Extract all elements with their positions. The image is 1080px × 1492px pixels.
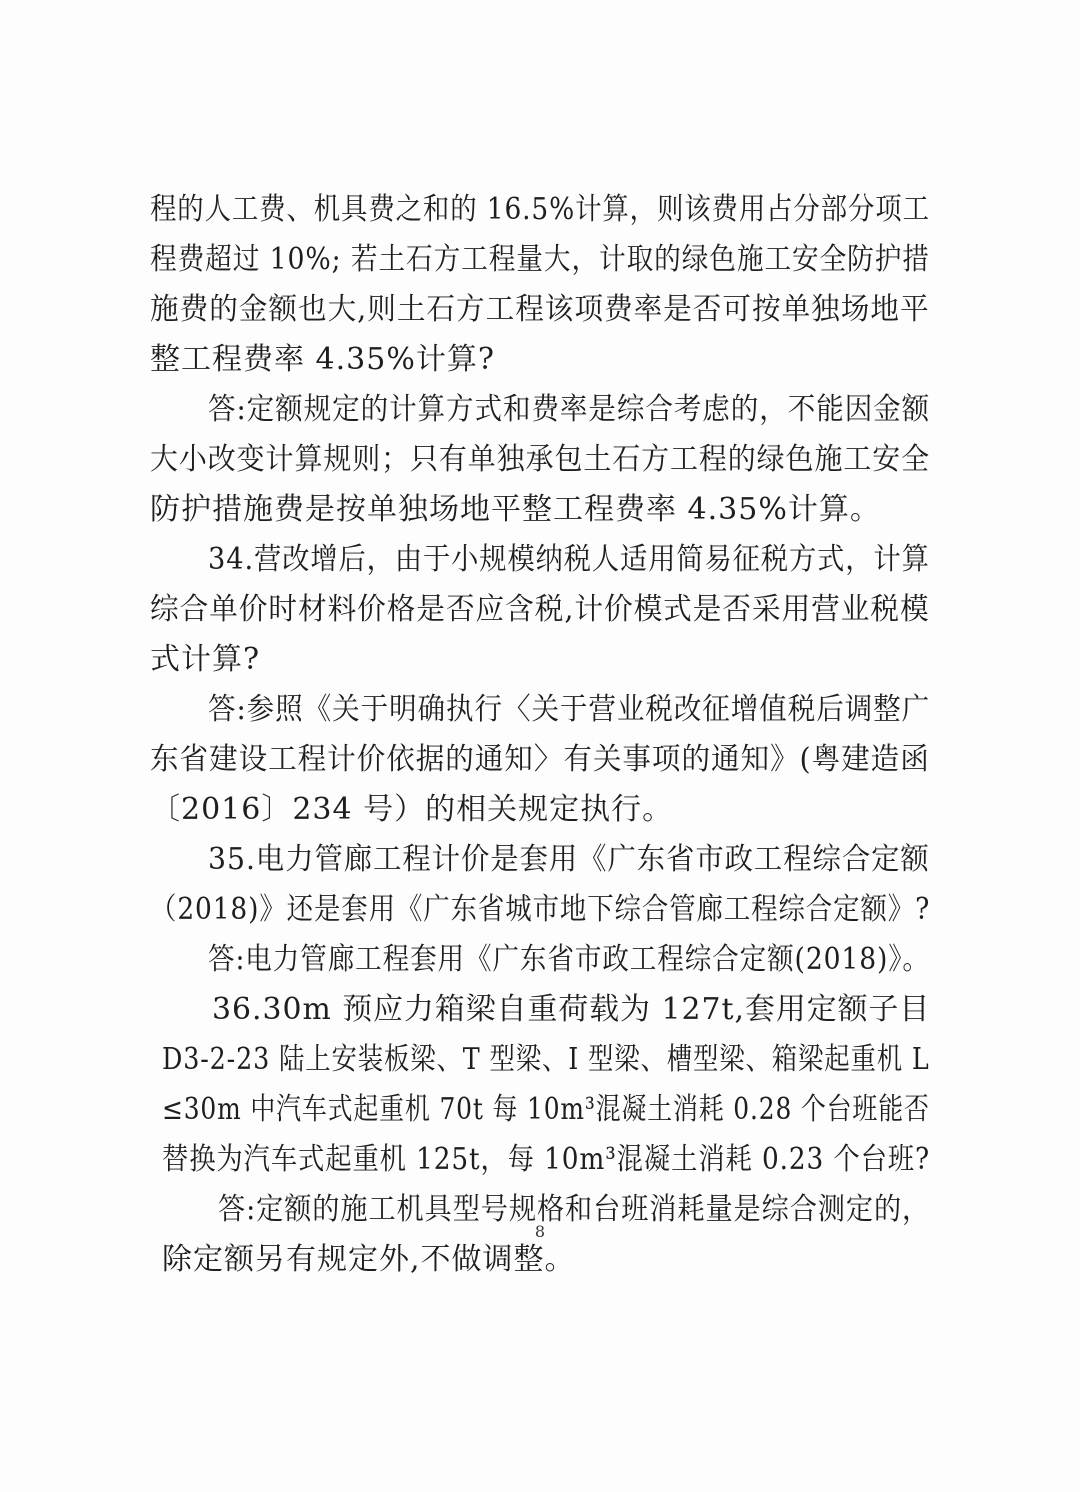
text-line: D3-2-23 陆上安装板梁、T 型梁、I 型梁、槽型梁、箱梁起重机 L <box>162 1042 930 1077</box>
page-number: 8 <box>534 1222 546 1241</box>
text-line: 东省建设工程计价依据的通知〉有关事项的通知》(粤建造函 <box>150 742 930 777</box>
text-line: 施费的金额也大,则土石方工程该项费率是否可按单独场地平 <box>150 292 930 327</box>
text-line: 除定额另有规定外,不做调整。 <box>162 1242 576 1277</box>
text-line: 答:定额规定的计算方式和费率是综合考虑的，不能因金额 <box>208 392 931 427</box>
text-line: 大小改变计算规则；只有单独承包土石方工程的绿色施工安全 <box>150 442 931 477</box>
text-line: 综合单价时材料价格是否应含税,计价模式是否采用营业税模 <box>150 592 930 627</box>
text-line: 答:定额的施工机具型号规格和台班消耗量是综合测定的， <box>218 1192 931 1227</box>
text-line: 整工程费率 4.35%计算? <box>150 342 495 377</box>
text-line: 36.30m 预应力箱梁自重荷载为 127t,套用定额子目 <box>212 992 931 1027</box>
text-line: 替换为汽车式起重机 125t，每 10m³混凝土消耗 0.23 个台班? <box>162 1142 930 1177</box>
text-line: 34.营改增后，由于小规模纳税人适用简易征税方式，计算 <box>208 542 930 577</box>
text-line: 答:电力管廊工程套用《广东省市政工程综合定额(2018)》。 <box>208 942 930 977</box>
text-line: 35.电力管廊工程计价是套用《广东省市政工程综合定额 <box>208 842 930 877</box>
text-line: ≤30m 中汽车式起重机 70t 每 10m³混凝土消耗 0.28 个台班能否 <box>162 1092 930 1127</box>
text-line: 式计算? <box>150 642 261 677</box>
text-line: 程的人工费、机具费之和的 16.5%计算，则该费用占分部分项工 <box>150 192 930 227</box>
text-line: 防护措施费是按单独场地平整工程费率 4.35%计算。 <box>150 492 881 527</box>
text-line: （2018)》还是套用《广东省城市地下综合管廊工程综合定额》? <box>150 892 931 927</box>
text-line: 答:参照《关于明确执行〈关于营业税改征增值税后调整广 <box>208 692 931 727</box>
text-line: 〔2016〕234 号）的相关规定执行。 <box>150 792 674 827</box>
text-line: 程费超过 10%; 若土石方工程量大，计取的绿色施工安全防护措 <box>150 242 930 277</box>
